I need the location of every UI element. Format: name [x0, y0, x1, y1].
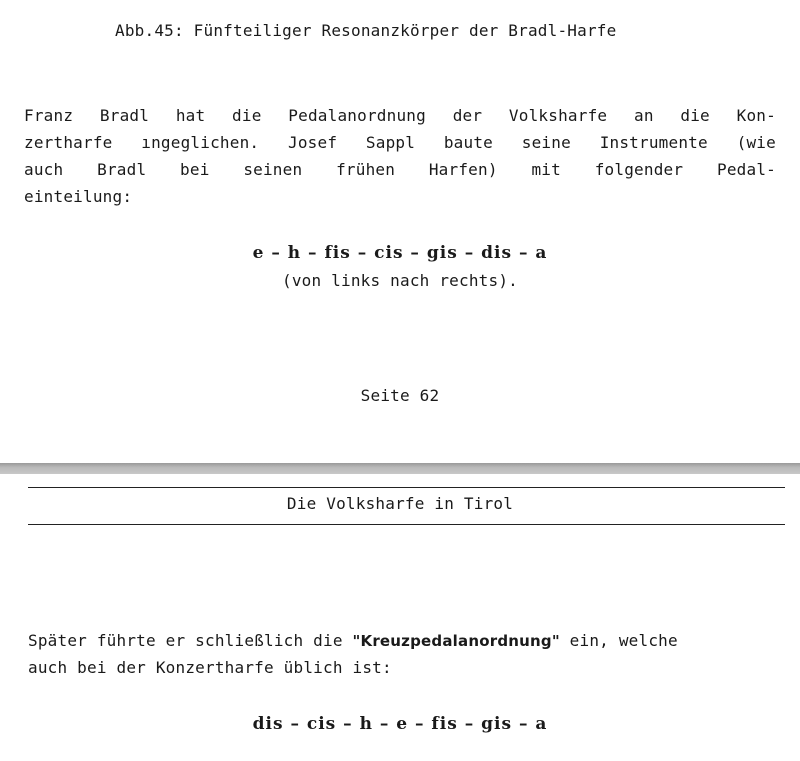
- word: Sappl: [365, 133, 416, 152]
- word: (wie: [736, 133, 776, 152]
- word: Instrumente: [599, 133, 708, 152]
- word: folgender: [594, 160, 684, 179]
- word: der: [452, 106, 483, 125]
- word: Josef: [288, 133, 338, 152]
- word: hat: [175, 106, 206, 125]
- bottom-page: [0, 474, 800, 761]
- direction-note: (von links nach rechts).: [282, 271, 518, 290]
- word: Pedal-: [716, 160, 776, 179]
- header-rule-top: [28, 487, 785, 488]
- word: Franz: [24, 106, 74, 125]
- word: die: [680, 106, 710, 125]
- word: frühen: [336, 160, 396, 179]
- header-rule-bottom: [28, 524, 785, 525]
- word: Kon-: [736, 106, 776, 125]
- text-before-term: Später führte er schließlich die: [28, 631, 353, 650]
- term-kreuzpedalanordnung: "Kreuzpedalanordnung": [352, 632, 560, 650]
- paragraph-line-1: [24, 106, 776, 125]
- word: Volksharfe: [508, 106, 608, 125]
- word: auch: [24, 160, 64, 179]
- word: seine: [521, 133, 571, 152]
- word: Bradl: [99, 106, 150, 125]
- page-divider: [0, 463, 800, 474]
- paragraph-line-2: [24, 133, 776, 152]
- word: baute: [443, 133, 494, 152]
- word: an: [633, 106, 654, 125]
- pedal-sequence: e – h – fis – cis – gis – dis – a: [252, 243, 548, 263]
- paragraph-line-3: [24, 160, 776, 179]
- word: Pedalanordnung: [288, 106, 426, 125]
- pedal-sequence: dis – cis – h – e – fis – gis – a: [252, 714, 548, 734]
- word: Bradl: [97, 160, 147, 179]
- word: zertharfe: [24, 133, 113, 152]
- page-number: Seite 62: [360, 386, 440, 405]
- running-header: Die Volksharfe in Tirol: [286, 494, 514, 513]
- word: mit: [531, 160, 561, 179]
- word: seinen: [243, 160, 303, 179]
- word: bei: [180, 160, 210, 179]
- paragraph-line-4: einteilung:: [24, 187, 133, 206]
- word: die: [232, 106, 262, 125]
- figure-caption: Abb.45: Fünfteiliger Resonanzkörper der Bradl-Harfe: [115, 21, 617, 40]
- paragraph-line-2: auch bei der Konzertharfe üblich ist:: [28, 658, 392, 677]
- paragraph-line-1: [28, 631, 678, 650]
- word: Harfen): [428, 160, 498, 179]
- text-after-term: ein, welche: [559, 631, 678, 650]
- word: ıngeglichen.: [141, 133, 260, 152]
